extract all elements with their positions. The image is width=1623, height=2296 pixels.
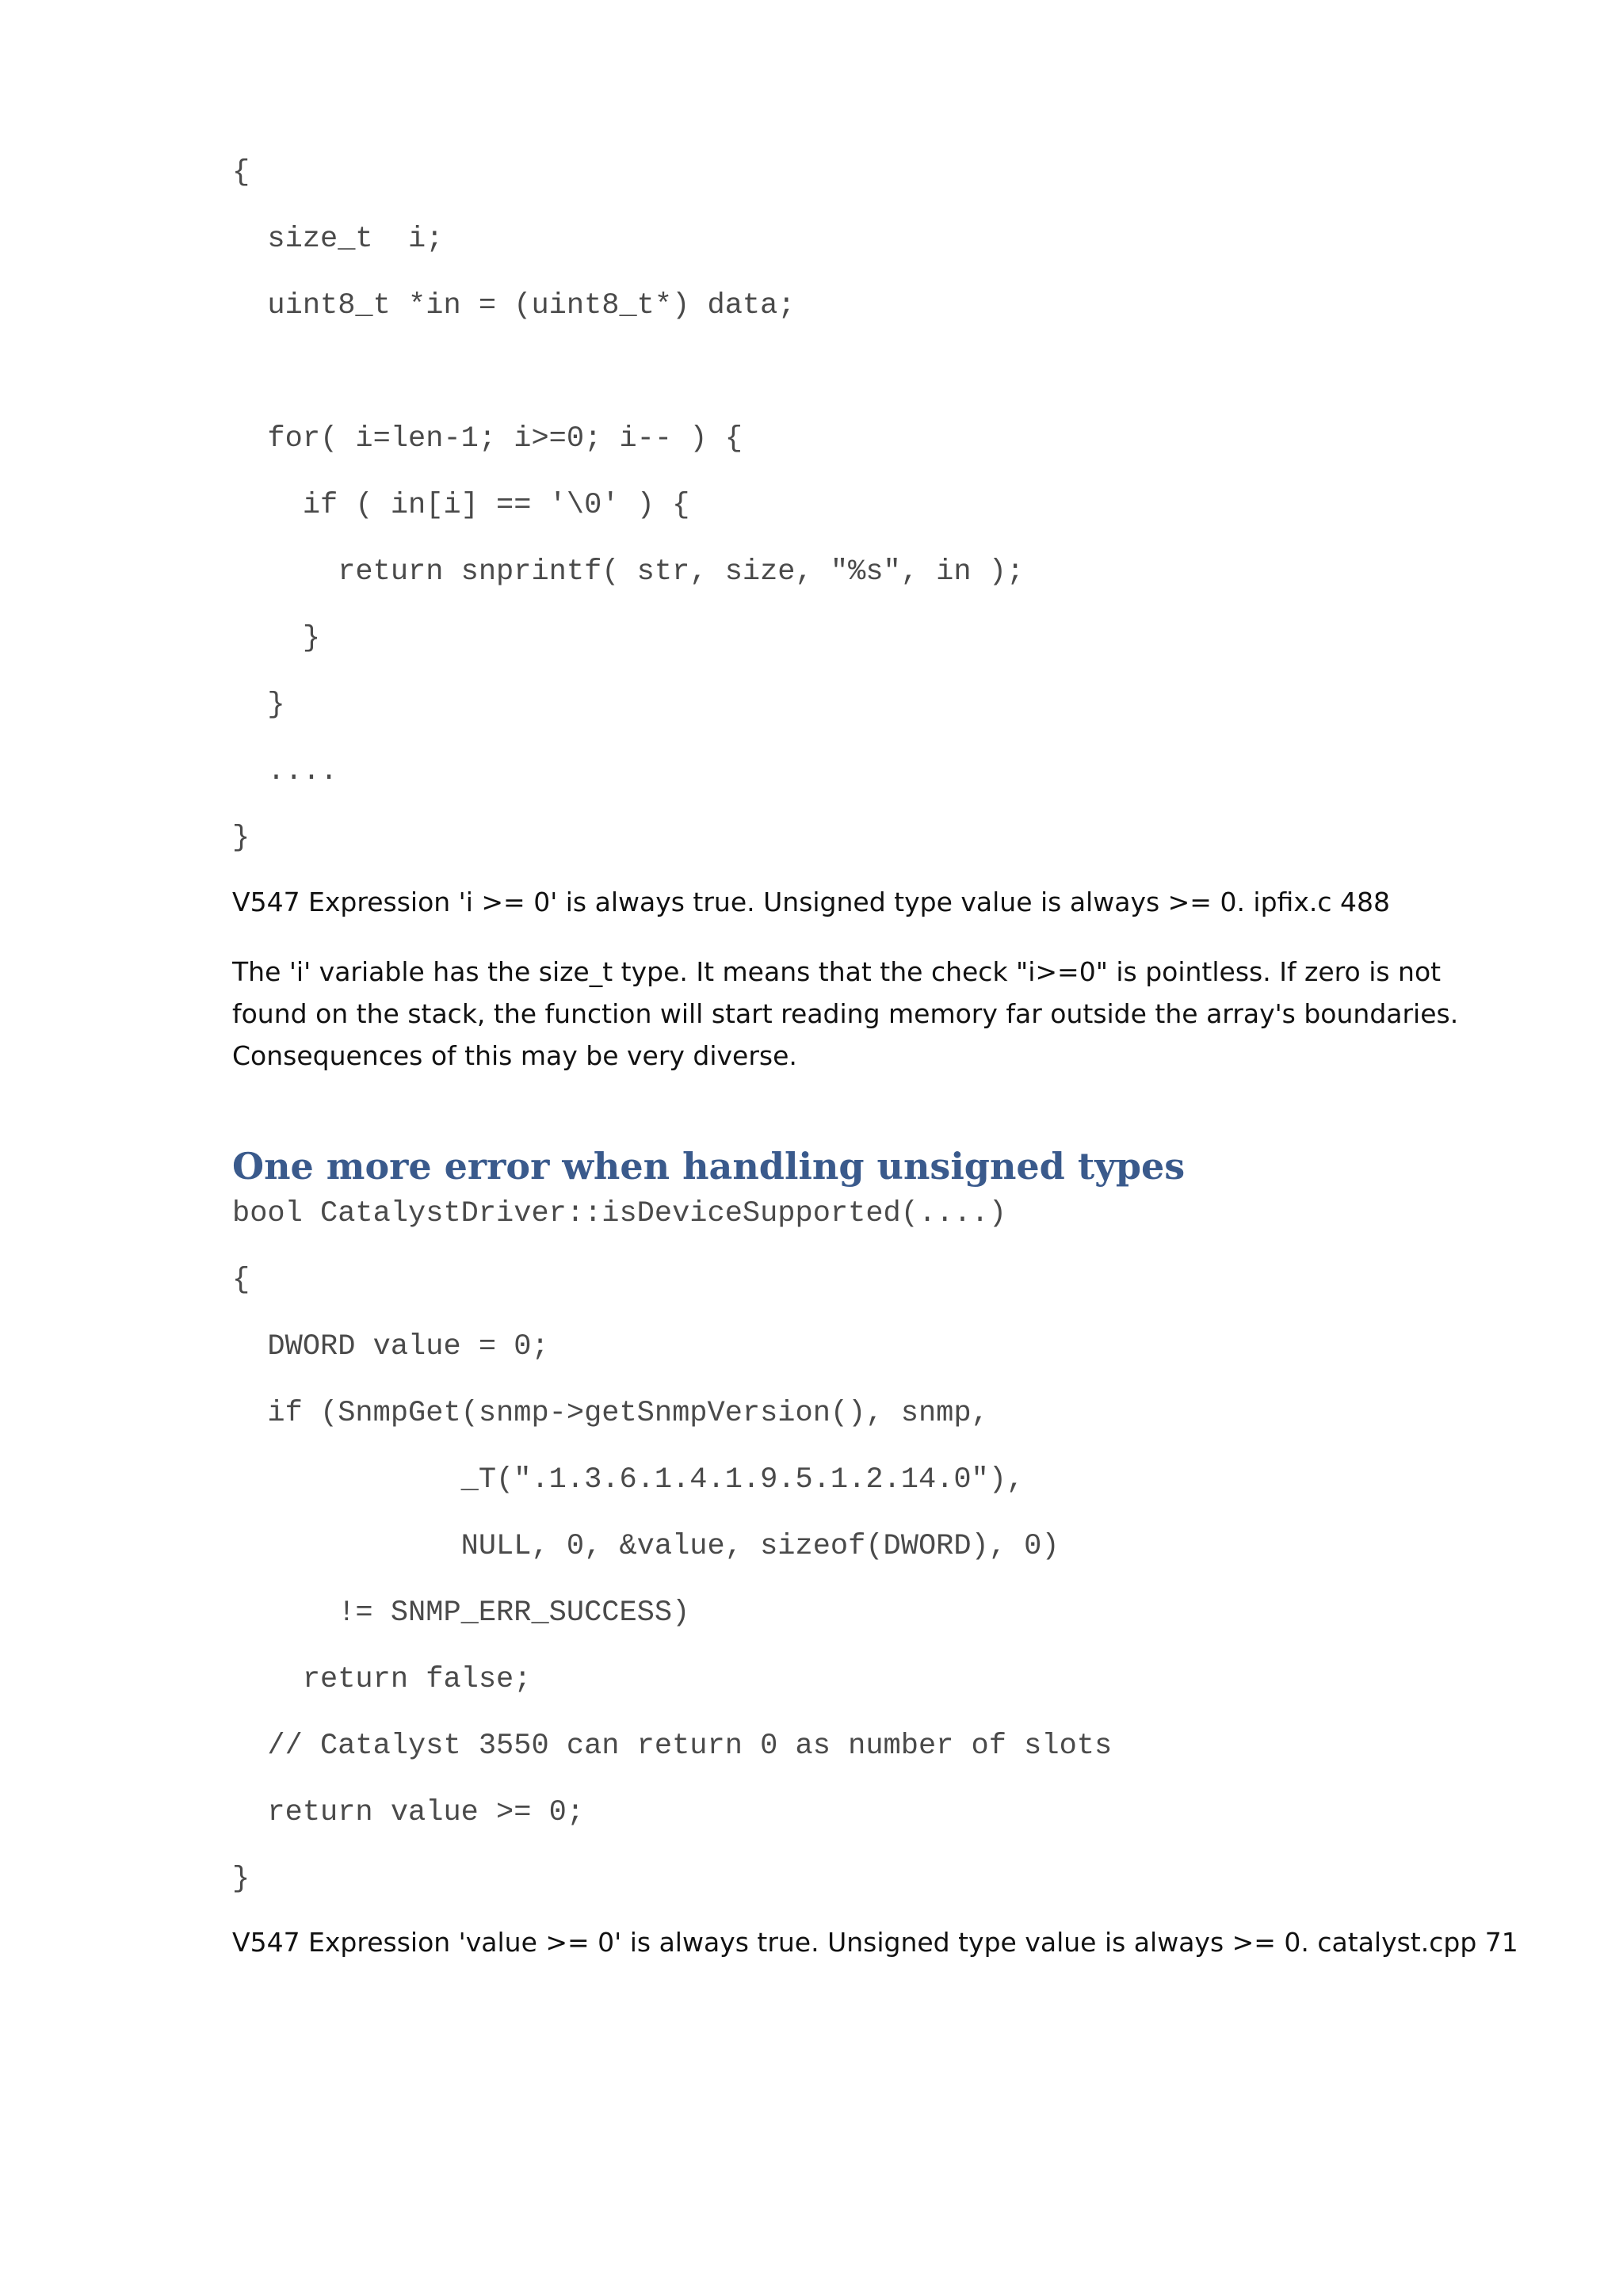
- code-line: {: [232, 1264, 250, 1297]
- code-line: return value >= 0;: [232, 1796, 585, 1829]
- code-line: }: [232, 822, 250, 855]
- code-line: if (SnmpGet(snmp->getSnmpVersion(), snmp,: [232, 1397, 989, 1430]
- code-line: NULL, 0, &value, sizeof(DWORD), 0): [232, 1530, 1060, 1563]
- code-line: {: [232, 156, 250, 189]
- code-line: bool CatalystDriver::isDeviceSupported(....): [232, 1197, 1006, 1230]
- code-line: size_t i;: [232, 223, 444, 256]
- diagnostic-message-ipfix: V547 Expression 'i >= 0' is always true. Unsigned type value is always >= 0. ipfix.c 488: [232, 887, 1390, 917]
- code-line: uint8_t *in = (uint8_t*) data;: [232, 289, 796, 322]
- code-line: != SNMP_ERR_SUCCESS): [232, 1596, 690, 1630]
- explanation-paragraph: The 'i' variable has the size_t type. It means that the check "i>=0" is pointless. If zero is not found on the stack, the function will start reading memory far outside the array's boundaries. Consequences of this may be very diverse.: [232, 956, 1459, 1071]
- code-line: }: [232, 622, 321, 655]
- code-line: return snprintf( str, size, "%s", in );: [232, 555, 1025, 589]
- code-line: ....: [232, 755, 338, 788]
- code-line: return false;: [232, 1663, 532, 1696]
- code-line: DWORD value = 0;: [232, 1330, 549, 1363]
- code-line: if ( in[i] == '\0' ) {: [232, 489, 690, 522]
- code-line: _T(".1.3.6.1.4.1.9.5.1.2.14.0"),: [232, 1463, 1025, 1497]
- section-heading: One more error when handling unsigned types: [232, 1145, 1186, 1188]
- diagnostic-message-catalyst: V547 Expression 'value >= 0' is always true. Unsigned type value is always >= 0. catalyst.cpp 71: [232, 1927, 1518, 1958]
- code-line: }: [232, 1863, 250, 1896]
- code-line: for( i=len-1; i>=0; i-- ) {: [232, 422, 743, 456]
- code-line: }: [232, 688, 285, 722]
- code-line: // Catalyst 3550 can return 0 as number of slots: [232, 1730, 1113, 1763]
